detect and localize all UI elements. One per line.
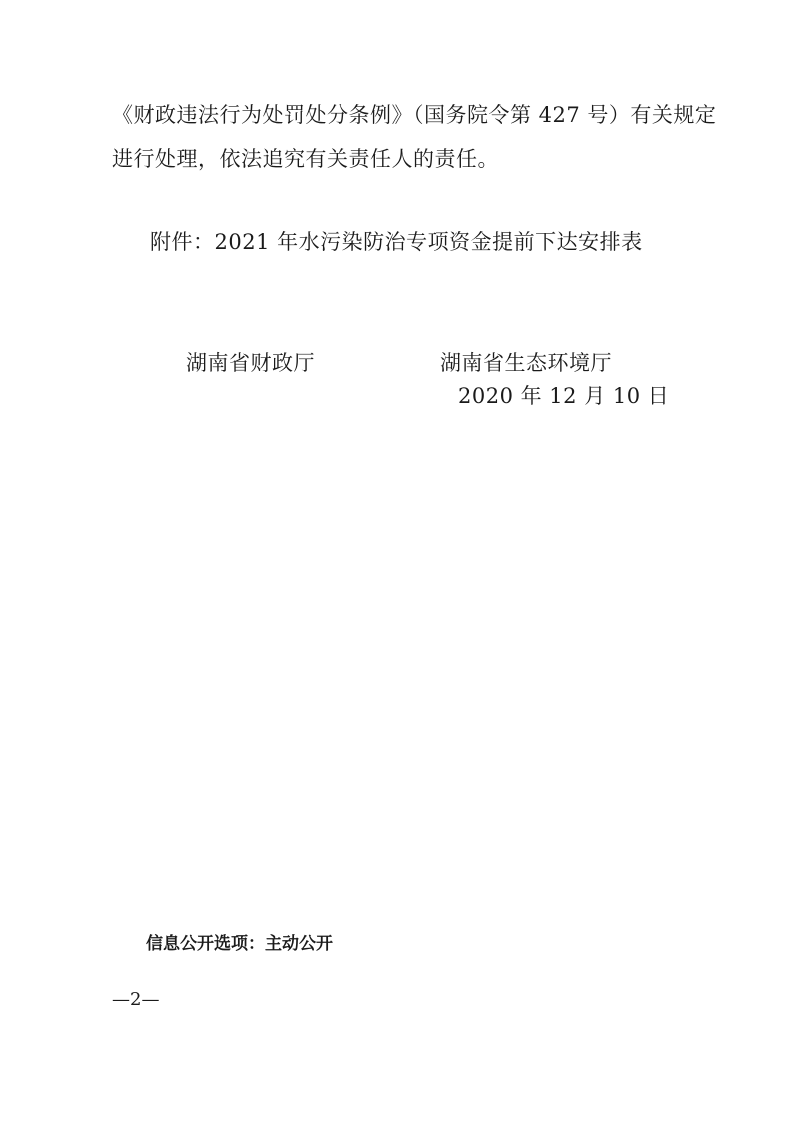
body-text-line-1: 《财政违法行为处罚处分条例》（国务院令第 427 号）有关规定	[112, 103, 717, 127]
page-number: —2—	[112, 989, 160, 1010]
body-text-line-2: 进行处理，依法追究有关责任人的责任。	[112, 147, 499, 171]
issuer-ecology-environment-department: 湖南省生态环境厅	[440, 351, 612, 375]
attachment-line: 附件：2021 年水污染防治专项资金提前下达安排表	[150, 230, 643, 254]
issuer-finance-department: 湖南省财政厅	[186, 351, 315, 375]
issue-date: 2020 年 12 月 10 日	[458, 384, 670, 408]
disclosure-option: 信息公开选项：主动公开	[146, 934, 333, 954]
